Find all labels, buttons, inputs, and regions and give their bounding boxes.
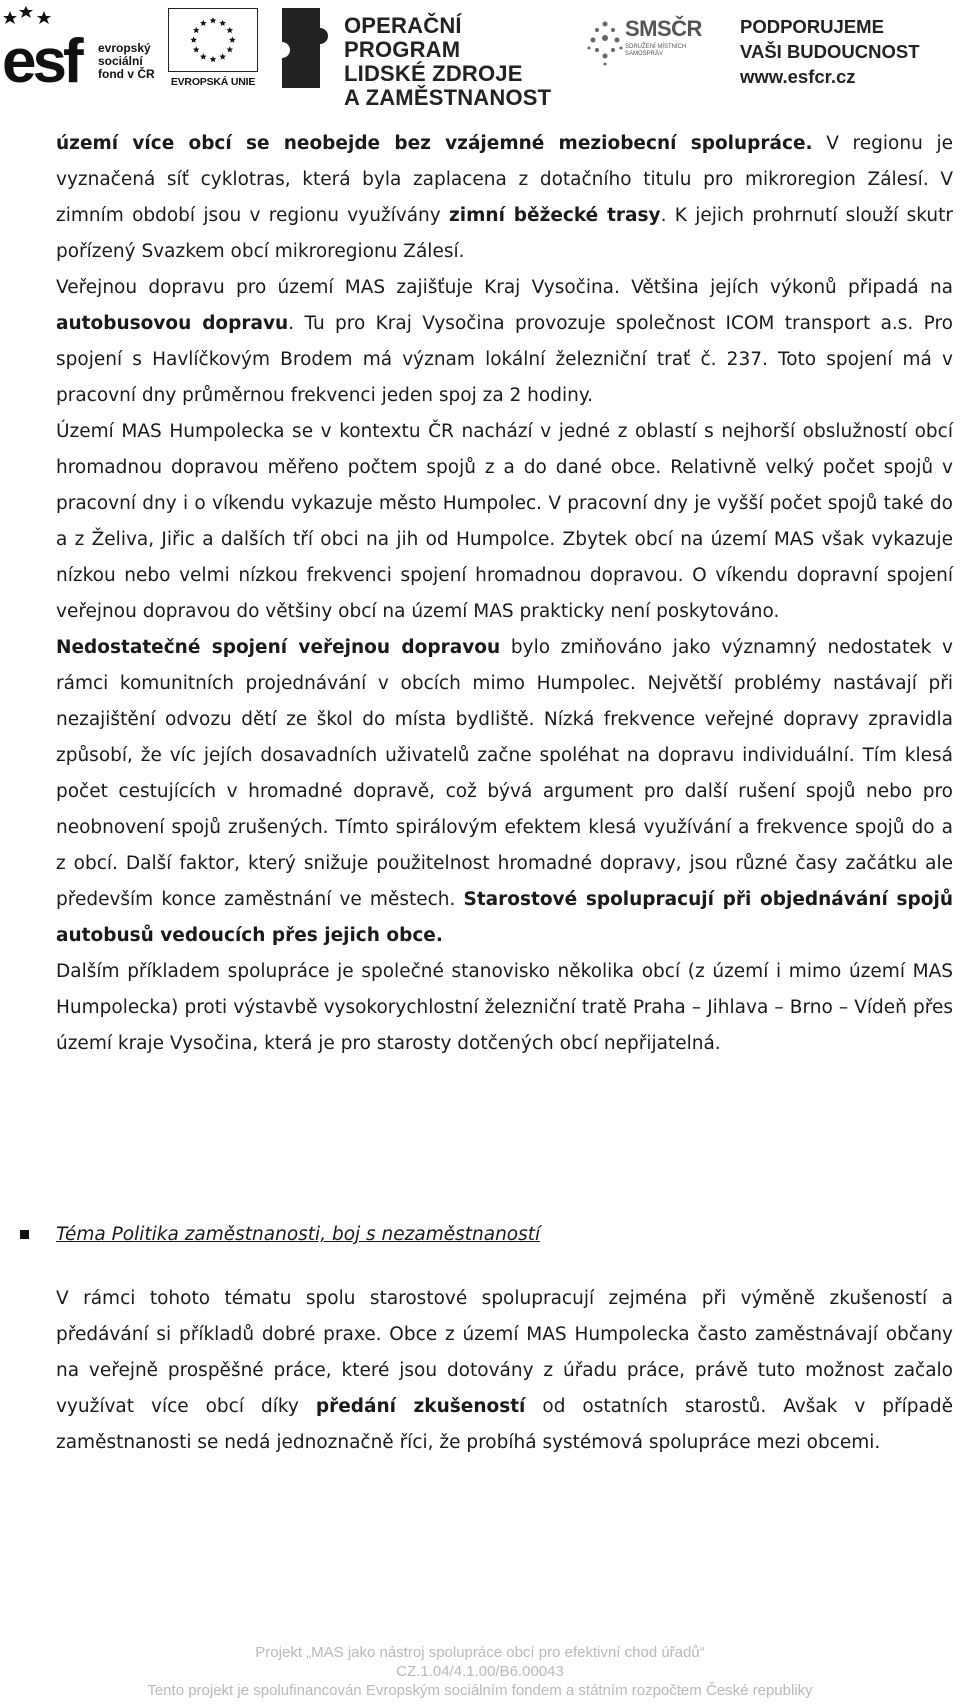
eu-star-icon bbox=[210, 56, 217, 62]
section-heading-row bbox=[20, 1217, 920, 1253]
paragraph bbox=[56, 270, 953, 414]
footer-project-code: CZ.1.04/4.1.00/B6.00043 bbox=[396, 1663, 564, 1680]
text-run: bylo zmiňováno jako významný nedostatek v rámci komunitních projednávání v obcích mimo Humpolec. Největší problémy nastávají při nezajištění odvozu dětí ze škol do místa bydliště. Nízká frekvence veřejné dopravy zpravidla způsobí, že víc jejích dosavadních uživatelů začne spoléhat na dopravu individuální. Tím klesá počet cestujících v hromadné dopravě, což bývá argument pro další rušení spojů nebo pro neobnovení spojů zrušených. Tímto spirálovým efektem klesá využívání a frekvence spojů do a z obcí. Další faktor, který snižuje použitelnost hromadné dopravy, jsou různé časy začátku ale především konce zaměstnání ve městech. bbox=[56, 637, 953, 910]
bold-text-run: předání zkušeností bbox=[315, 1396, 526, 1417]
text-run: . Tu pro Kraj Vysočina provozuje společnost ICOM transport a.s. Pro spojení s Havlíčkovým Brodem má význam lokální železniční trať č. 237. Toto spojení má v pracovní dny průměrnou frekvenci jeden spoj za 2 hodiny. bbox=[56, 313, 954, 406]
smscr-dots-icon bbox=[585, 14, 625, 74]
bold-text-run: zimní běžecké trasy bbox=[449, 205, 661, 226]
bold-text-run: Starostové spolupracují při objednávání spojů autobusů vedoucích přes jejich obce. bbox=[56, 889, 953, 946]
op-lz-logo-text: OPERAČNÍ PROGRAM LIDSKÉ ZDROJE A ZAMĚSTNANOST bbox=[344, 13, 552, 110]
smscr-logo bbox=[585, 14, 710, 84]
square-bullet-icon bbox=[20, 1230, 29, 1239]
eu-stars-flag-icon bbox=[168, 8, 258, 72]
podporujeme-slogan: PODPORUJEME VAŠI BUDOUCNOST www.esfcr.cz bbox=[740, 16, 920, 87]
eu-star-icon bbox=[219, 53, 226, 59]
puzzle-piece-icon bbox=[280, 6, 332, 90]
svg-text:esf: esf bbox=[2, 27, 80, 86]
text-run: Dalším příkladem spolupráce je společné stanovisko několika obcí (z území i mimo území MAS Humpolecka) proti výstavbě vysokorychlostní železniční tratě Praha – Jihlava – Brno – Vídeň přes území kraje Vysočina, která je pro starosty dotčených obcí nepřijatelná. bbox=[56, 961, 953, 1054]
eu-star-icon bbox=[193, 46, 200, 52]
eu-star-icon bbox=[229, 37, 236, 43]
text-run: V regionu je vyznačená síť cyklotras, která byla zaplacena z dotačního titulu pro mikroregion Zálesí. V zimním období jsou v regionu využívány bbox=[56, 133, 953, 226]
eu-star-icon bbox=[219, 20, 226, 26]
smscr-logo-subtitle: SDRUŽENÍ MÍSTNÍCH SAMOSPRÁV bbox=[625, 44, 687, 57]
page-header bbox=[0, 0, 960, 110]
paragraph bbox=[56, 1281, 953, 1461]
eu-star-icon bbox=[190, 37, 197, 43]
footer-project-name: Projekt „MAS jako nástroj spolupráce obcí pro efektivní chod úřadů“ bbox=[255, 1644, 705, 1661]
text-run: od ostatních starostů. Avšak v případě zaměstnanosti se nedá jednoznačně říci, že probíhá systémová spolupráce mezi obcemi. bbox=[56, 1396, 953, 1453]
text-run: Území MAS Humpolecka se v kontextu ČR nachází v jedné z oblastí s nejhorší obslužností obcí hromadnou dopravou měřeno počtem spojů z a do dané obce. Relativně velký počet spojů v pracovní dny i o víkendu vykazuje město Humpolec. V pracovní dny je vyšší počet spojů také do a z Želiva, Jiřic a dalších tří obci na jih od Humpolce. Zbytek obcí na území MAS však vykazuje nízkou nebo velmi nízkou frekvenci spojení hromadnou dopravou. O víkendu dopravní spojení veřejnou dopravou do většiny obcí na území MAS prakticky není poskytováno. bbox=[56, 421, 953, 622]
smscr-logo-text: SMSČR bbox=[625, 16, 702, 41]
eu-logo-label: EVROPSKÁ UNIE bbox=[170, 76, 256, 88]
section-heading: Téma Politika zaměstnanosti, boj s nezaměstnaností bbox=[56, 1224, 541, 1245]
text-run: V rámci tohoto tématu spolu starostové spolupracují zejména při výměně zkušeností a předávání si příkladů dobré praxe. Obce z území MAS Humpolecka často zaměstnávají občany na veřejně prospěšné práce, které jsou dotovány z úřadu práce, právě tuto možnost začalo využívat více obcí díky bbox=[56, 1288, 953, 1417]
section-body bbox=[56, 1281, 953, 1461]
eu-logo bbox=[168, 8, 258, 88]
text-run: Veřejnou dopravu pro území MAS zajišťuje Kraj Vysočina. Většina jejích výkonů připadá na bbox=[56, 277, 953, 298]
eu-star-icon bbox=[226, 27, 233, 33]
page-footer bbox=[0, 1643, 960, 1700]
text-run: . K jejich prohrnutí slouží skutr pořízený Svazkem obcí mikroregionu Zálesí. bbox=[56, 205, 953, 262]
eu-star-icon bbox=[200, 20, 207, 26]
paragraph bbox=[56, 126, 953, 270]
op-lz-logo bbox=[280, 6, 560, 110]
document-body bbox=[56, 126, 953, 1062]
paragraph bbox=[56, 414, 953, 630]
bold-text-run: autobusovou dopravu bbox=[56, 313, 289, 334]
esfcr-website: www.esfcr.cz bbox=[740, 66, 856, 87]
bold-text-run: území více obcí se neobejde bez vzájemné meziobecní spolupráce. bbox=[56, 133, 813, 154]
esf-logo-mark bbox=[2, 6, 90, 86]
paragraph bbox=[56, 630, 953, 954]
eu-star-icon bbox=[200, 53, 207, 59]
eu-star-icon bbox=[226, 46, 233, 52]
bold-text-run: Nedostatečné spojení veřejnou dopravou bbox=[56, 637, 501, 658]
esf-logo-caption: evropský sociální fond v ČR bbox=[98, 41, 155, 81]
esf-logo bbox=[0, 4, 160, 90]
footer-funding-note: Tento projekt je spolufinancován Evropským sociálním fondem a státním rozpočtem České republiky bbox=[147, 1682, 813, 1699]
eu-star-icon bbox=[210, 17, 217, 23]
paragraph bbox=[56, 954, 953, 1062]
eu-star-icon bbox=[193, 27, 200, 33]
